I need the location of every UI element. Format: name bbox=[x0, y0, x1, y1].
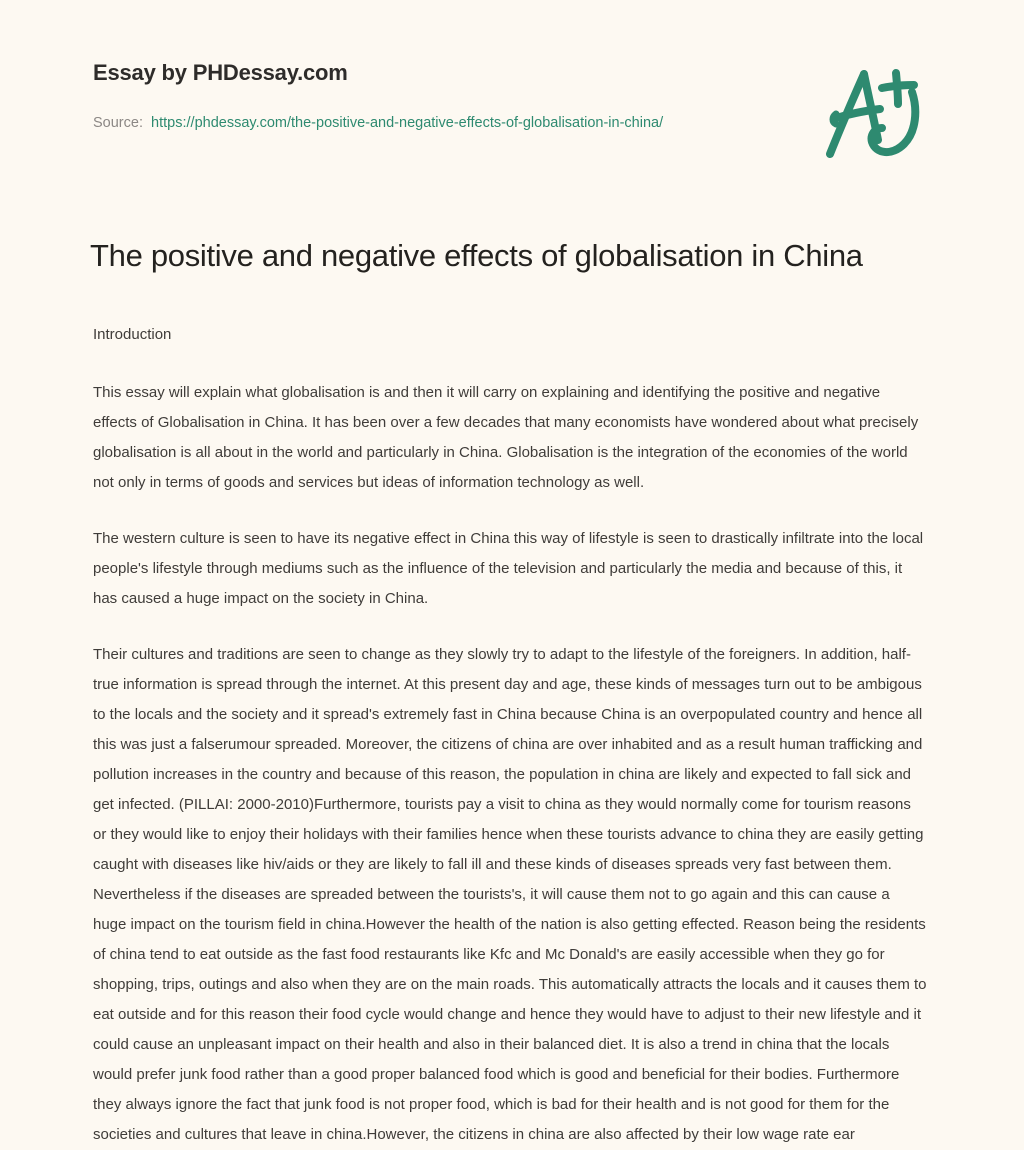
brand-title: Essay by PHDessay.com bbox=[93, 60, 348, 85]
source-label: Source: bbox=[93, 115, 143, 131]
body-paragraph-1: This essay will explain what globalisation is and then it will carry on explaining and identifying the positive and negative effects of Globalisation in China. It has been over a few decades that many economists have wondered about what precisely globalisation is all about in the world and particularly in China. Globalisation is the integration of the economies of the world not only in terms of goods and services but ideas of information technology as well. bbox=[93, 384, 919, 491]
phdessay-logo bbox=[812, 62, 942, 174]
body-paragraph-3: Their cultures and traditions are seen to change as they slowly try to adapt to the lifestyle of the foreigners. In addition, half-true information is spread through the internet. At this present day and age, these kinds of messages turn out to be ambigous to the locals and the society and it spread's extremely fast in China because China is an overpopulated country and hence all this was just a falserumour spreaded. Moreover, the citizens of china are over inhabited and as a result human trafficking and pollution increases in the country and because of this reason, the population in china are likely and expected to fall sick and get infected. (PILLAI: 2000-2010)Furthermore, tourists pay a visit to china as they would normally come for tourism reasons or they would like to enjoy their holidays with their families hence when these tourists advance to china they are easily getting caught with diseases like hiv/aids or they are likely to fall ill and these kinds of diseases spreads very fast between them. Nevertheless if the diseases are spreaded between the tourists's, it will cause them not to go again and this can cause a huge impact on the tourism field in china.However the health of the nation is also getting effected. Reason being the residents of china tend to eat outside as the fast food restaurants like Kfc and Mc Donald's are easily accessible when they go for shopping, trips, outings and also when they are on the main roads. This automatically attracts the locals and it causes them to eat outside and for this reason their food cycle would change and hence they would have to adjust to their new lifestyle and it could cause an unpleasant impact on their health and also in their balanced diet. It is also a trend in china that the locals would prefer junk food rather than a good proper balanced food which is good and beneficial for their bodies. Furthermore they always ignore the fact that junk food is not proper food, which is bad for their health and is not good for them for the societies and cultures that leave in china.However, the citizens in china are also affected by their low wage rate ear bbox=[93, 646, 927, 1143]
a-plus-logo-icon bbox=[812, 62, 942, 174]
source-url-link[interactable]: https://phdessay.com/the-positive-and-negative-effects-of-globalisation-in-china/ bbox=[151, 115, 664, 131]
source-line bbox=[93, 110, 733, 136]
page-title: The positive and negative effects of globalisation in China bbox=[90, 237, 863, 273]
body-paragraph-2: The western culture is seen to have its negative effect in China this way of lifestyle is seen to drastically infiltrate into the local people's lifestyle through mediums such as the influence of the television and particularly the media and because of this, it has caused a huge impact on the society in China. bbox=[93, 530, 924, 607]
section-heading-introduction: Introduction bbox=[93, 326, 172, 343]
document-body bbox=[93, 320, 927, 1150]
document-header bbox=[0, 0, 1024, 200]
